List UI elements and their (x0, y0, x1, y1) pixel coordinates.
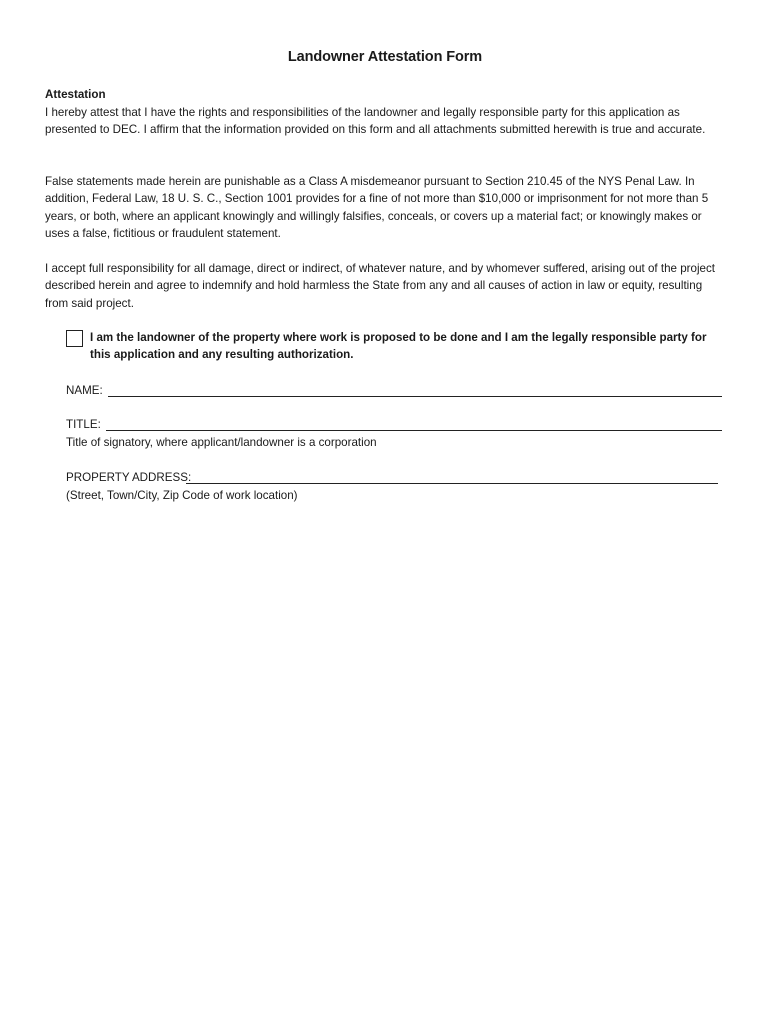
name-field-row (66, 382, 722, 399)
landowner-checkbox-label: I am the landowner of the property where work is proposed to be done and I am the legally responsible party for this application and any resulting authorization. (90, 331, 707, 362)
attestation-paragraph: I hereby attest that I have the rights and responsibilities of the landowner and legally responsible party for this application as presented to DEC. I affirm that the information provided on this form and all attachments submitted herewith is true and accurate. (45, 106, 706, 137)
form-title: Landowner Attestation Form (287, 49, 483, 65)
property-address-hint: (Street, Town/City, Zip Code of work location) (66, 489, 298, 502)
property-address-input[interactable] (186, 483, 718, 484)
responsibility-paragraph: I accept full responsibility for all damage, direct or indirect, of whatever nature, and by whomever suffered, arising out of the project described herein and agree to indemnify and hold harmless the State from any and all causes of action in law or equity, resulting from said project. (45, 262, 715, 310)
property-address-field-row (66, 469, 718, 486)
name-label: NAME: (66, 384, 103, 397)
title-field-row (66, 416, 722, 433)
landowner-checkbox[interactable] (66, 330, 83, 347)
title-input[interactable] (106, 430, 722, 431)
title-label: TITLE: (66, 418, 101, 431)
false-statements-paragraph: False statements made herein are punishable as a Class A misdemeanor pursuant to Section 210.45 of the NYS Penal Law. In addition, Federal Law, 18 U. S. C., Section 1001 provides for a fine of not more than $10,000 or imprisonment for not more than 5 years, or both, where an applicant knowingly and willingly falsifies, conceals, or covers up a material fact; or knowingly makes or uses a false, fictitious or fraudulent statement. (45, 175, 709, 241)
property-address-label: PROPERTY ADDRESS: (66, 471, 192, 484)
section-heading-attestation: Attestation (45, 88, 106, 101)
title-hint: Title of signatory, where applicant/landowner is a corporation (66, 436, 377, 449)
name-input[interactable] (108, 396, 722, 397)
